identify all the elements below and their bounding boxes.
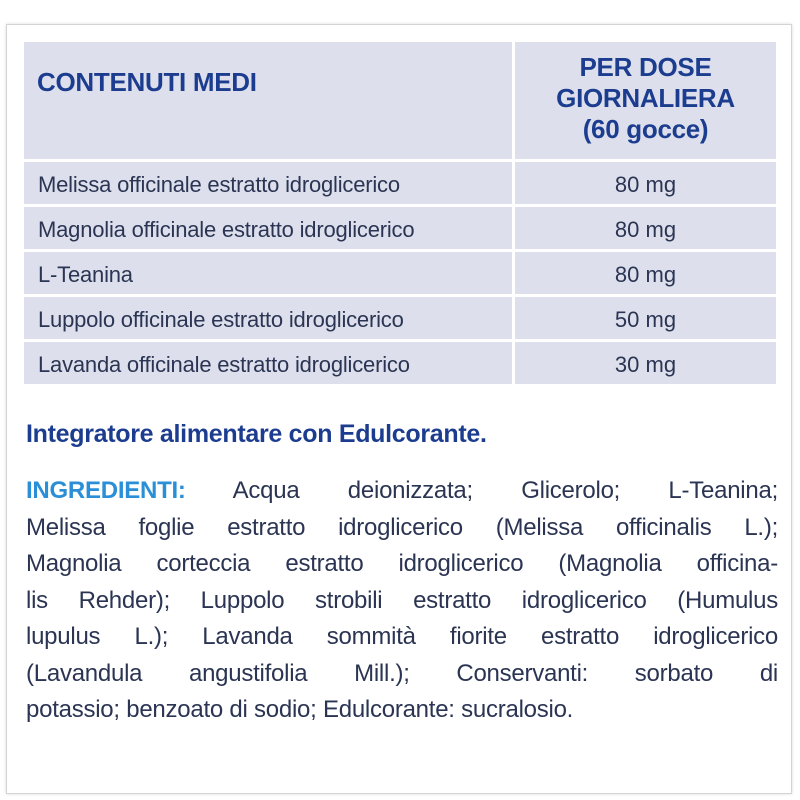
ingredient-amount: 50 mg bbox=[614, 307, 677, 332]
ingredient-name: Melissa officinale estratto idroglicerico bbox=[38, 172, 400, 197]
ingredients-line: Melissa foglie estratto idroglicerico (Melissa officinalis L.); bbox=[26, 513, 778, 541]
ingredient-name: L-Teanina bbox=[38, 262, 133, 287]
table-row bbox=[24, 207, 776, 249]
ingredients-line: lis Rehder); Luppolo strobili estratto idroglicerico (Humulus bbox=[26, 586, 778, 614]
ingredient-name: Lavanda officinale estratto idroglicerico bbox=[38, 352, 410, 377]
nutrition-table bbox=[24, 42, 776, 384]
ingredient-name: Luppolo officinale estratto idroglicerico bbox=[38, 307, 404, 332]
ingredient-amount: 80 mg bbox=[614, 172, 677, 197]
table-row bbox=[24, 297, 776, 339]
table-row bbox=[24, 162, 776, 204]
ingredients-label: INGREDIENTI: bbox=[26, 477, 186, 504]
header-per-dose bbox=[515, 52, 776, 145]
ingredients-line: lupulus L.); Lavanda sommità fiorite estratto idroglicerico bbox=[26, 623, 778, 650]
ingredient-amount: 80 mg bbox=[614, 217, 677, 242]
ingredient-amount: 30 mg bbox=[614, 352, 677, 377]
table-header-row bbox=[24, 42, 776, 159]
table-row bbox=[24, 342, 776, 384]
product-subtitle: Integratore alimentare con Edulcorante. bbox=[26, 420, 487, 448]
ingredients-line: (Lavandula angustifolia Mill.); Conservanti: sorbato di bbox=[26, 659, 778, 687]
ingredient-name: Magnolia officinale estratto idroglicerico bbox=[38, 217, 415, 242]
ingredients-line: potassio; benzoato di sodio; Edulcorante: sucralosio. bbox=[26, 696, 574, 723]
ingredient-amount: 80 mg bbox=[614, 262, 677, 287]
header-contenuti-medi: CONTENUTI MEDI bbox=[37, 67, 257, 97]
header-per-dose-line: GIORNALIERA bbox=[556, 83, 735, 113]
ingredients-line bbox=[26, 473, 778, 510]
table-row bbox=[24, 252, 776, 294]
header-per-dose-line: (60 gocce) bbox=[582, 114, 709, 144]
column-divider bbox=[512, 42, 515, 384]
ingredients-paragraph bbox=[26, 473, 778, 729]
ingredients-text: Acqua deionizzata; Glicerolo; L-Teanina; bbox=[185, 477, 778, 504]
ingredients-line: Magnolia corteccia estratto idroglicerico (Magnolia officina- bbox=[26, 550, 778, 577]
header-per-dose-line: PER DOSE bbox=[579, 52, 712, 82]
